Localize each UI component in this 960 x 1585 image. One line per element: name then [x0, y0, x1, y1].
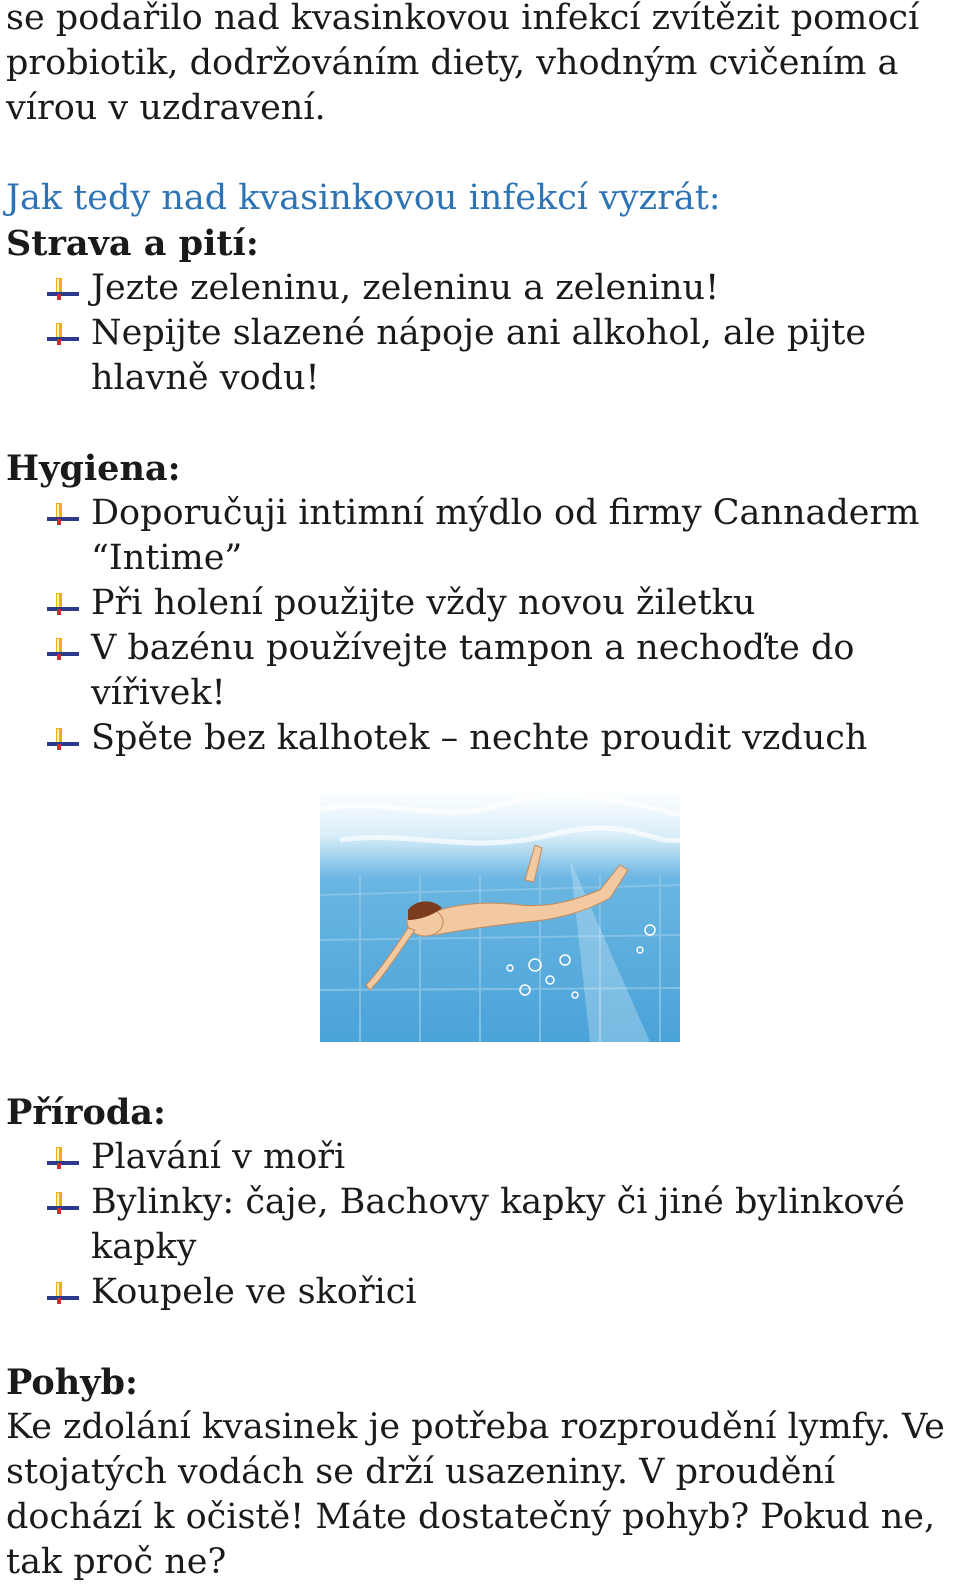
heading-priroda: Příroda: [6, 1092, 166, 1133]
list-item: Bylinky: čaje, Bachovy kapky či jiné bylinkové kapky [6, 1180, 956, 1270]
subtitle: Jak tedy nad kvasinkovou infekcí vyzrát: [6, 178, 721, 218]
list-item: Doporučuji intimní mýdlo od firmy Cannaderm “Intime” [6, 491, 956, 581]
list-hygiena [6, 491, 956, 761]
list-item: Koupele ve skořici [6, 1270, 956, 1315]
list-item: Jezte zeleninu, zeleninu a zeleninu! [6, 266, 956, 311]
heading-pohyb: Pohyb: [6, 1362, 138, 1403]
arrow-down-bullet-icon [46, 1191, 80, 1215]
list-strava [6, 266, 956, 401]
arrow-down-bullet-icon [46, 1146, 80, 1170]
arrow-down-bullet-icon [46, 727, 80, 751]
document-page [6, 0, 956, 761]
heading-hygiena: Hygiena: [6, 448, 181, 489]
list-item: Spěte bez kalhotek – nechte proudit vzduch [6, 716, 956, 761]
list-item: Nepijte slazené nápoje ani alkohol, ale pijte hlavně vodu! [6, 311, 956, 401]
list-priroda [6, 1135, 956, 1315]
arrow-down-bullet-icon [46, 277, 80, 301]
intro-paragraph: se podařilo nad kvasinkovou infekcí zvítězit pomocí probiotik, dodržováním diety, vhodným cvičením a vírou v uzdravení. [6, 0, 920, 128]
arrow-down-bullet-icon [46, 637, 80, 661]
arrow-down-bullet-icon [46, 322, 80, 346]
document-page-continued [6, 1090, 956, 1585]
arrow-down-bullet-icon [46, 592, 80, 616]
arrow-down-bullet-icon [46, 1281, 80, 1305]
list-item: Při holení použijte vždy novou žiletku [6, 581, 956, 626]
arrow-down-bullet-icon [46, 502, 80, 526]
heading-strava: Strava a pití: [6, 223, 259, 264]
swimmer-illustration [320, 790, 680, 1042]
list-item: Plavání v moři [6, 1135, 956, 1180]
pohyb-paragraph: Ke zdolání kvasinek je potřeba rozproudění lymfy. Ve stojatých vodách se drží usazeniny. V proudění dochází k očistě! Máte dostatečný pohyb? Pokud ne, tak proč ne? [6, 1407, 945, 1582]
list-item: V bazénu používejte tampon a nechoďte do vířivek! [6, 626, 956, 716]
